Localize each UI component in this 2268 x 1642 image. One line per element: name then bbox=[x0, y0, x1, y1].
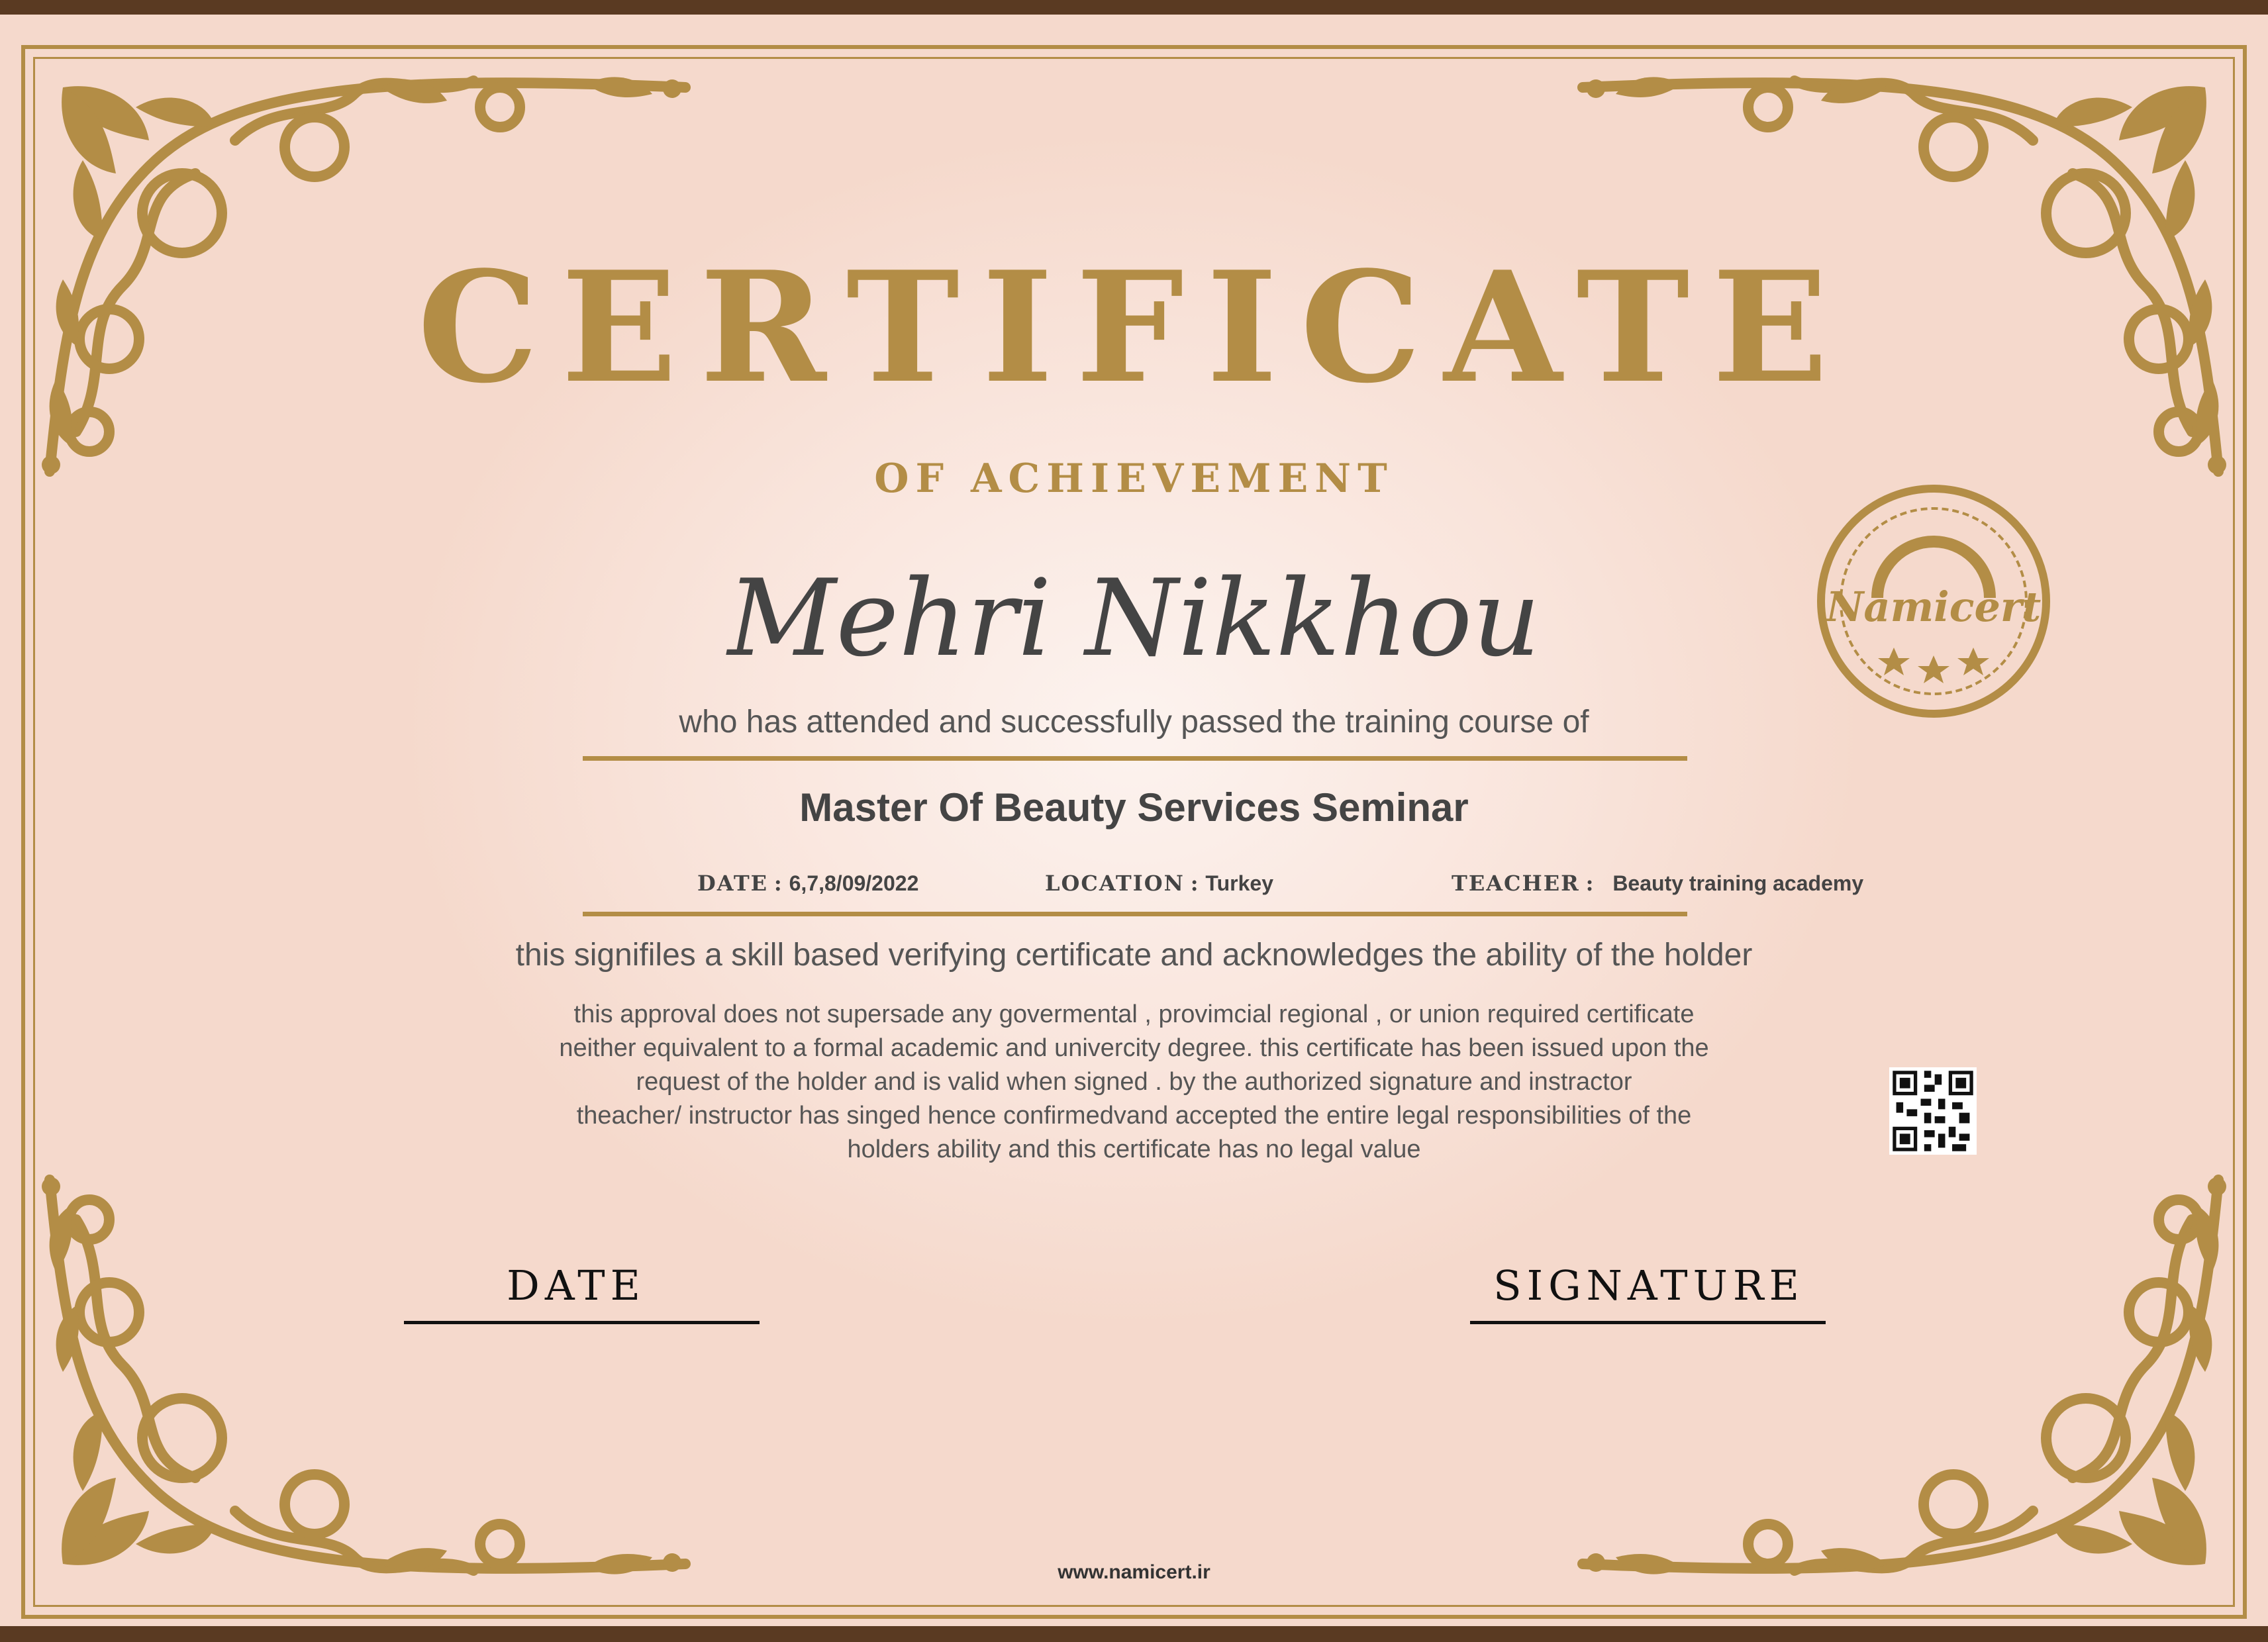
statement-text: this signifiles a skill based verifying certificate and acknowledges the ability of the holder bbox=[515, 938, 1753, 973]
location-meta bbox=[1045, 871, 1273, 896]
separator: : bbox=[1190, 871, 1200, 896]
date-meta bbox=[697, 871, 918, 896]
star-icon bbox=[1878, 648, 1910, 675]
date-key: DATE bbox=[697, 871, 769, 896]
teacher-meta bbox=[1452, 871, 1863, 896]
date-line bbox=[404, 1321, 760, 1324]
divider-top bbox=[583, 756, 1687, 761]
signature-label: SIGNATURE bbox=[1493, 1261, 1804, 1310]
certificate-subtitle: OF ACHIEVEMENT bbox=[874, 456, 1394, 502]
location-key: LOCATION bbox=[1045, 871, 1185, 896]
star-icon bbox=[1957, 648, 1989, 675]
website-link[interactable]: www.namicert.ir bbox=[1058, 1561, 1210, 1583]
disclaimer-line: neither equivalent to a formal academic and univercity degree. this certificate has been issued upon the bbox=[559, 1034, 1709, 1062]
recipient-name: Mehri Nikkhou bbox=[727, 556, 1541, 680]
date-value: 6,7,8/09/2022 bbox=[789, 871, 919, 895]
seal-text: Namicert bbox=[1826, 583, 2042, 631]
seal-icon bbox=[1814, 482, 2053, 720]
separator: : bbox=[773, 871, 783, 896]
disclaimer-line: theacher/ instructor has singed hence confirmedvand accepted the entire legal responsibilities of the bbox=[576, 1102, 1692, 1130]
teacher-value: Beauty training academy bbox=[1612, 871, 1864, 895]
teacher-key: TEACHER bbox=[1452, 871, 1580, 896]
star-icon bbox=[1918, 655, 1949, 683]
disclaimer-line: this approval does not supersade any govermental , provimcial regional , or union required certificate bbox=[573, 1000, 1695, 1028]
qr-code-icon[interactable] bbox=[1889, 1067, 1977, 1155]
separator: : bbox=[1585, 871, 1595, 896]
disclaimer-line: holders ability and this certificate has no legal value bbox=[847, 1135, 1421, 1163]
intro-text: who has attended and successfully passed the training course of bbox=[679, 704, 1589, 740]
course-title: Master Of Beauty Services Seminar bbox=[799, 785, 1469, 830]
certificate-title: CERTIFICATE bbox=[417, 238, 1851, 417]
divider-bottom bbox=[583, 912, 1687, 916]
location-value: Turkey bbox=[1205, 871, 1273, 895]
disclaimer-text bbox=[464, 998, 1804, 1167]
date-label: DATE bbox=[507, 1261, 646, 1310]
disclaimer-line: request of the holder and is valid when signed . by the authorized signature and instractor bbox=[636, 1068, 1632, 1096]
ornament-corner-icon bbox=[36, 1167, 699, 1590]
ornament-corner-icon bbox=[1569, 1167, 2232, 1590]
signature-line bbox=[1470, 1321, 1826, 1324]
